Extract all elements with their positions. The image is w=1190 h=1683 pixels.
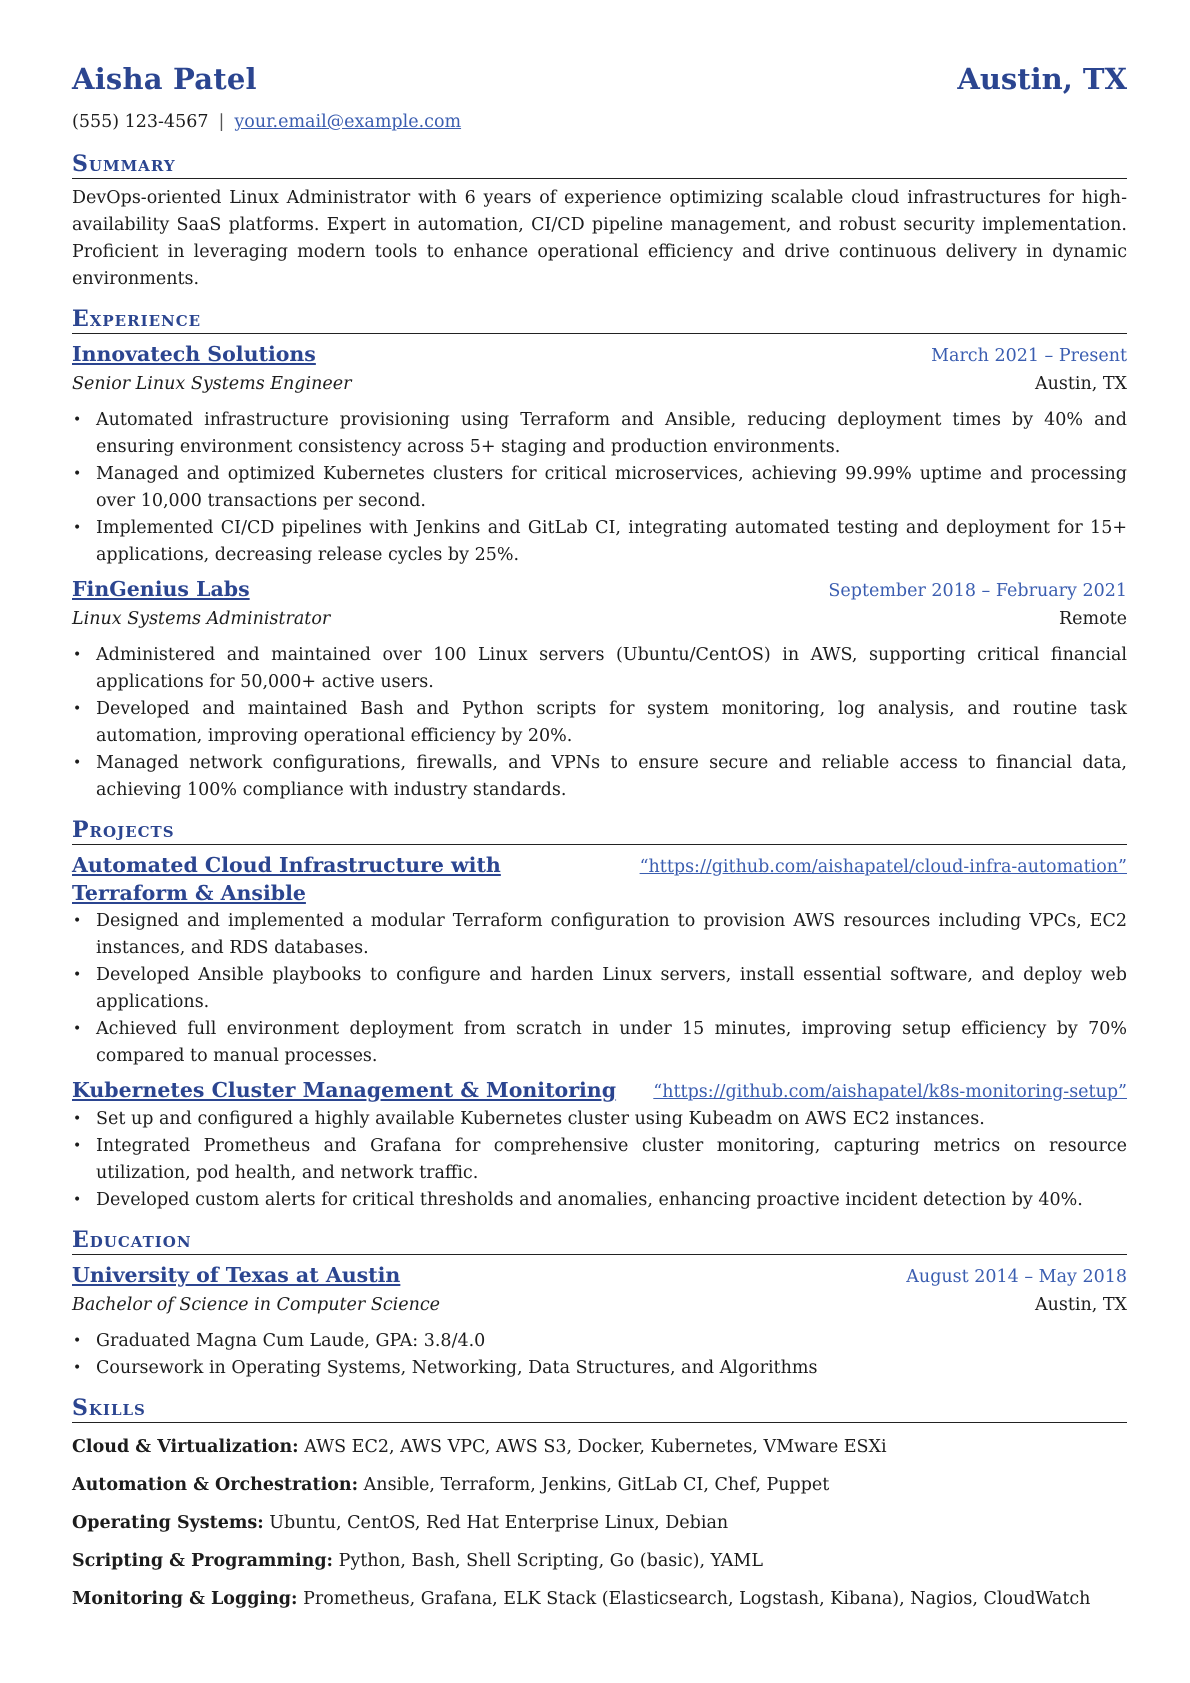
- education-dates: August 2014 – May 2018: [906, 1267, 1127, 1287]
- skill-value: Ubuntu, CentOS, Red Hat Enterprise Linux, Debian: [269, 1513, 729, 1533]
- bullet-item: • Developed custom alerts for critical thresholds and anomalies, enhancing proactive incident detection by 40%.: [96, 1187, 1127, 1214]
- candidate-location: Austin, TX: [957, 62, 1127, 96]
- job-dates: March 2021 – Present: [931, 346, 1127, 366]
- skill-row: [72, 1510, 1127, 1537]
- bullet-item: • Integrated Prometheus and Grafana for comprehensive cluster monitoring, capturing metrics on resource utilization, pod health, and network traffic.: [96, 1133, 1127, 1187]
- project-link[interactable]: “https://github.com/aishapatel/cloud-infra-automation”: [639, 857, 1127, 877]
- job-location: Austin, TX: [1034, 374, 1127, 394]
- summary-text: DevOps-oriented Linux Administrator with 6 years of experience optimizing scalable cloud infrastructures for high-availability SaaS platforms. Expert in automation, CI/CD pipeline management, and robust security implementation. Proficient in leveraging modern tools to enhance operational efficiency and drive continuous delivery in dynamic environments.: [72, 188, 1127, 289]
- bullet-item: • Designed and implemented a modular Terraform configuration to provision AWS resources including VPCs, EC2 instances, and RDS databases.: [96, 908, 1127, 962]
- skill-row: [72, 1434, 1127, 1461]
- contact-line: [72, 112, 1127, 138]
- project-title[interactable]: Kubernetes Cluster Management & Monitoring: [72, 1078, 617, 1102]
- section-title-experience: Experience: [72, 307, 1127, 334]
- project-entry: [72, 1077, 1127, 1214]
- school-name[interactable]: University of Texas at Austin: [72, 1263, 401, 1287]
- resume-header: [72, 62, 1127, 104]
- school-location: Austin, TX: [1034, 1295, 1127, 1315]
- bullet-item: • Managed and optimized Kubernetes clusters for critical microservices, achieving 99.99% uptime and processing over 10,000 transactions per second.: [96, 461, 1127, 515]
- bullet-list: [72, 1106, 1127, 1214]
- skill-value: AWS EC2, AWS VPC, AWS S3, Docker, Kubernetes, VMware ESXi: [304, 1437, 887, 1457]
- skill-label: Monitoring & Logging:: [72, 1589, 298, 1609]
- section-title-projects: Projects: [72, 818, 1127, 845]
- project-entry: [72, 852, 1127, 1070]
- skill-value: Ansible, Terraform, Jenkins, GitLab CI, Chef, Puppet: [363, 1475, 830, 1495]
- skill-value: Python, Bash, Shell Scripting, Go (basic), YAML: [338, 1551, 763, 1571]
- section-title-skills: Skills: [72, 1396, 1127, 1423]
- job-dates: September 2018 – February 2021: [828, 581, 1127, 601]
- project-link[interactable]: “https://github.com/aishapatel/k8s-monitoring-setup”: [653, 1082, 1127, 1102]
- bullet-item: • Developed and maintained Bash and Python scripts for system monitoring, log analysis, and routine task automation, improving operational efficiency by 20%.: [96, 696, 1127, 750]
- education-entry: [72, 1262, 1127, 1382]
- section-title-summary: Summary: [72, 152, 1127, 179]
- bullet-item: • Automated infrastructure provisioning using Terraform and Ansible, reducing deployment times by 40% and ensuring environment consistency across 5+ staging and production environments.: [96, 407, 1127, 461]
- skill-label: Cloud & Virtualization:: [72, 1437, 299, 1457]
- skill-value: Prometheus, Grafana, ELK Stack (Elasticsearch, Logstash, Kibana), Nagios, CloudWatch: [303, 1589, 1091, 1609]
- project-title[interactable]: Automated Cloud Infrastructure with Terraform & Ansible: [72, 853, 501, 905]
- job-title: Senior Linux Systems Engineer: [72, 374, 352, 394]
- contact-separator: |: [218, 112, 225, 132]
- bullet-item: • Developed Ansible playbooks to configure and harden Linux servers, install essential software, and deploy web applications.: [96, 962, 1127, 1016]
- bullet-item: • Implemented CI/CD pipelines with Jenkins and GitLab CI, integrating automated testing and deployment for 15+ applications, decreasing release cycles by 25%.: [96, 515, 1127, 569]
- skill-row: [72, 1472, 1127, 1499]
- email-link[interactable]: your.email@example.com: [234, 112, 462, 132]
- section-title-education: Education: [72, 1228, 1127, 1255]
- bullet-item: • Graduated Magna Cum Laude, GPA: 3.8/4.0: [96, 1328, 1127, 1355]
- skill-row: [72, 1548, 1127, 1575]
- skill-label: Operating Systems:: [72, 1513, 264, 1533]
- bullet-list: [72, 1328, 1127, 1382]
- job-title: Linux Systems Administrator: [72, 609, 331, 629]
- degree: Bachelor of Science in Computer Science: [72, 1295, 441, 1315]
- job-location: Remote: [1058, 609, 1127, 629]
- company-name[interactable]: Innovatech Solutions: [72, 342, 316, 366]
- bullet-item: • Coursework in Operating Systems, Networking, Data Structures, and Algorithms: [96, 1355, 1127, 1382]
- skill-row: [72, 1586, 1127, 1613]
- bullet-list: [72, 908, 1127, 1070]
- company-name[interactable]: FinGenius Labs: [72, 577, 250, 601]
- bullet-item: • Managed network configurations, firewalls, and VPNs to ensure secure and reliable access to financial data, achieving 100% compliance with industry standards.: [96, 750, 1127, 804]
- phone-number: (555) 123-4567: [72, 112, 209, 132]
- resume-page: [72, 62, 1127, 1613]
- bullet-list: [72, 642, 1127, 804]
- bullet-item: • Set up and configured a highly available Kubernetes cluster using Kubeadm on AWS EC2 instances.: [96, 1106, 1127, 1133]
- skill-label: Automation & Orchestration:: [72, 1475, 359, 1495]
- experience-entry: [72, 576, 1127, 804]
- bullet-list: [72, 407, 1127, 569]
- bullet-item: • Achieved full environment deployment from scratch in under 15 minutes, improving setup efficiency by 70% compared to manual processes.: [96, 1016, 1127, 1070]
- experience-entry: [72, 341, 1127, 569]
- skill-label: Scripting & Programming:: [72, 1551, 334, 1571]
- candidate-name: Aisha Patel: [72, 62, 257, 96]
- bullet-item: • Administered and maintained over 100 Linux servers (Ubuntu/CentOS) in AWS, supporting critical financial applications for 50,000+ active users.: [96, 642, 1127, 696]
